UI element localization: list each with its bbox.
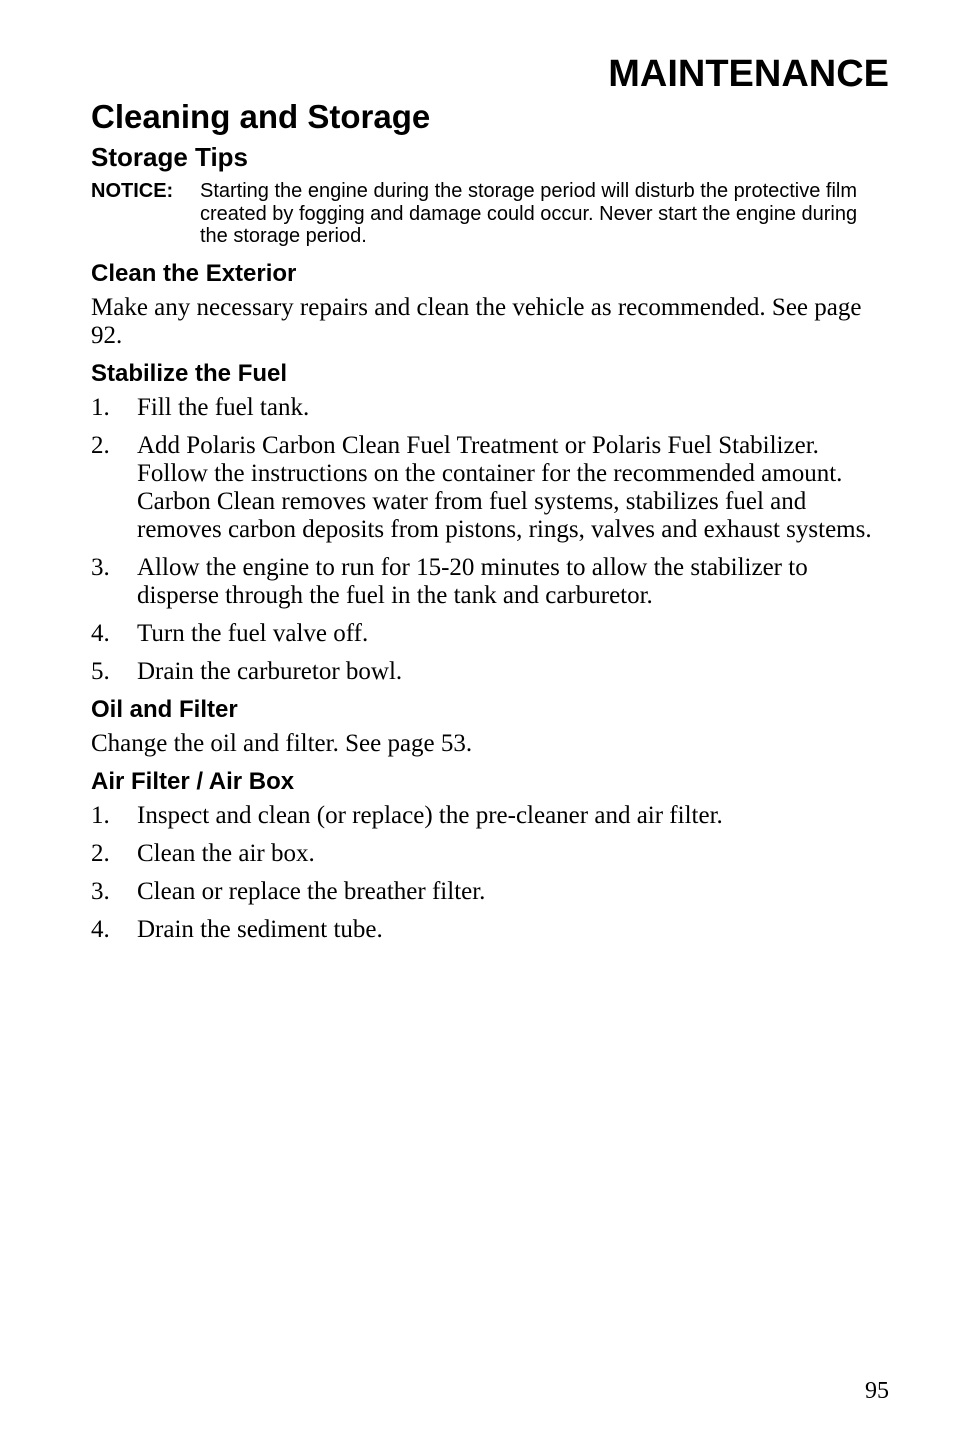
notice-text: Starting the engine during the storage period will disturb the protective film created by fogging and damage could occur. Never start the engine during the storage period. bbox=[200, 180, 858, 247]
page-content bbox=[91, 140, 889, 952]
manual-page bbox=[91, 0, 889, 1454]
step-text: Clean or replace the breather filter. bbox=[137, 877, 486, 905]
subsection-title: Storage Tips bbox=[91, 142, 249, 172]
section-title: Cleaning and Storage bbox=[91, 98, 431, 135]
step-number: 5. bbox=[91, 657, 110, 685]
step-text: Add Polaris Carbon Clean Fuel Treatment or Polaris Fuel Stabilizer. Follow the instructions on the container for the recommended amount. Carbon Clean removes water from fuel systems, stabilizes fuel and removes carbon deposits from pistons, rings, valves and exhaust systems. bbox=[137, 431, 872, 543]
clean-exterior-text: Make any necessary repairs and clean the vehicle as recommended. See page 92. bbox=[91, 293, 862, 349]
step-text: Fill the fuel tank. bbox=[137, 393, 310, 421]
notice-label: NOTICE: bbox=[91, 180, 174, 202]
step-number: 2. bbox=[91, 431, 110, 459]
step-number: 1. bbox=[91, 801, 110, 829]
chapter-title: MAINTENANCE bbox=[608, 53, 889, 95]
heading-air-filter: Air Filter / Air Box bbox=[91, 767, 295, 795]
list-item bbox=[91, 620, 889, 648]
heading-clean-exterior: Clean the Exterior bbox=[91, 259, 297, 287]
heading-oil-filter: Oil and Filter bbox=[91, 695, 238, 723]
step-number: 1. bbox=[91, 393, 110, 421]
air-filter-steps bbox=[91, 802, 889, 944]
list-item bbox=[91, 394, 889, 422]
step-number: 2. bbox=[91, 839, 110, 867]
notice-block bbox=[91, 180, 889, 248]
list-item bbox=[91, 554, 889, 610]
step-number: 4. bbox=[91, 915, 110, 943]
step-text: Clean the air box. bbox=[137, 839, 315, 867]
list-item bbox=[91, 658, 889, 686]
stabilize-fuel-steps bbox=[91, 394, 889, 686]
step-number: 3. bbox=[91, 877, 110, 905]
page-number: 95 bbox=[865, 1378, 889, 1404]
list-item bbox=[91, 432, 889, 544]
step-text: Drain the carburetor bowl. bbox=[137, 657, 403, 685]
list-item bbox=[91, 802, 889, 830]
list-item bbox=[91, 916, 889, 944]
oil-filter-text: Change the oil and filter. See page 53. bbox=[91, 729, 473, 757]
step-number: 3. bbox=[91, 553, 110, 581]
step-number: 4. bbox=[91, 619, 110, 647]
step-text: Inspect and clean (or replace) the pre-cleaner and air filter. bbox=[137, 801, 723, 829]
list-item bbox=[91, 840, 889, 868]
step-text: Allow the engine to run for 15-20 minutes to allow the stabilizer to disperse through the fuel in the tank and carburetor. bbox=[137, 553, 808, 609]
list-item bbox=[91, 878, 889, 906]
step-text: Drain the sediment tube. bbox=[137, 915, 383, 943]
heading-stabilize-fuel: Stabilize the Fuel bbox=[91, 359, 288, 387]
step-text: Turn the fuel valve off. bbox=[137, 619, 369, 647]
